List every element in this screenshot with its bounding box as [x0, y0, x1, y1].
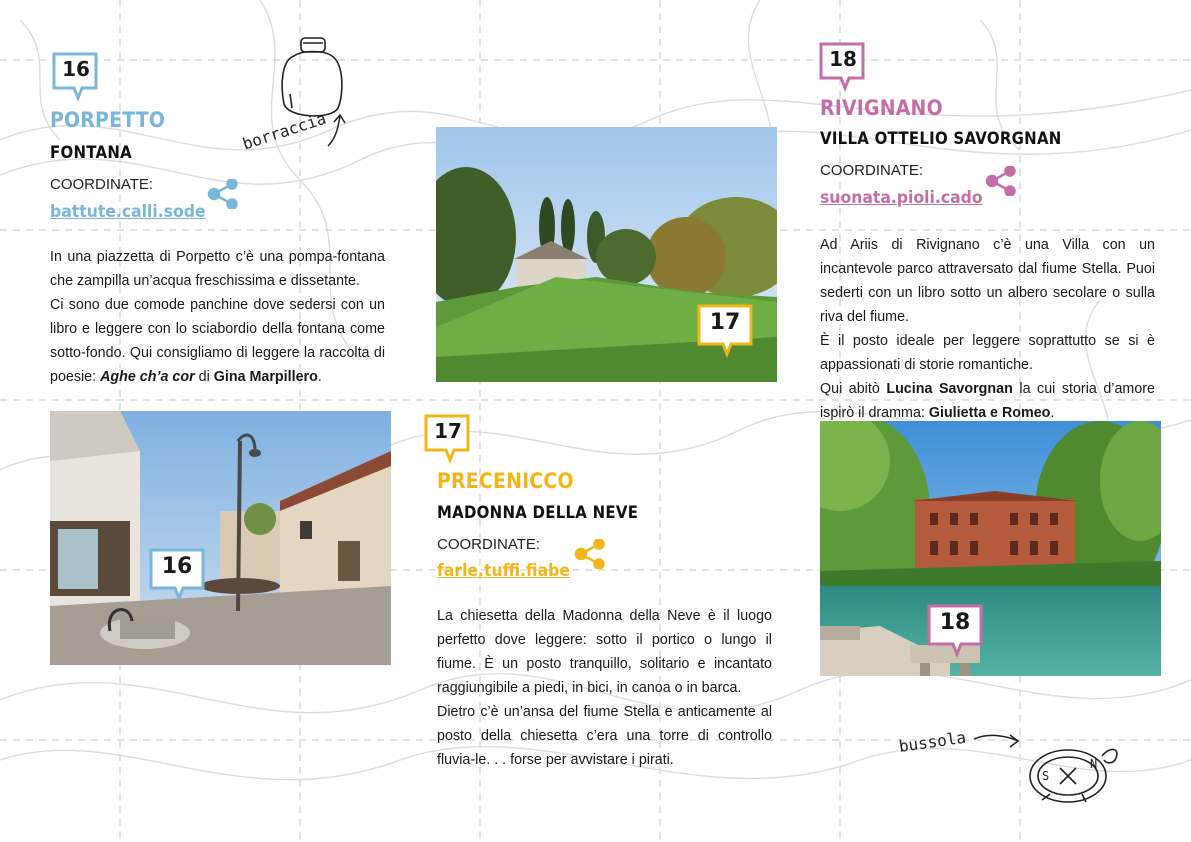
photo-18-badge: [927, 604, 983, 658]
section-16-period: .: [317, 369, 322, 385]
section-16-number-badge: [52, 52, 100, 102]
section-18-text-1: Ad Ariis di Rivignano c’è una Villa con un incantevole parco attraversato dal fiume Stella. Puoi sederti con un libro sotto un albero secolare o sulla riva del fiume.: [820, 237, 1155, 325]
bussola-label: bussola: [897, 727, 968, 756]
arrow-sketch-icon: [322, 112, 352, 150]
section-16-coord-label: COORDINATE:: [50, 176, 154, 193]
section-16-name: FONTANA: [50, 143, 133, 163]
photo-16-number: 16: [161, 554, 193, 579]
photo-17-badge: [697, 304, 753, 358]
photo-villa-ottelio-savorgnan: [820, 421, 1161, 676]
section-18-coord-label: COORDINATE:: [820, 162, 924, 179]
section-17-description: [437, 604, 772, 772]
section-17-coord-link[interactable]: farle.tuffi.fiabe: [437, 561, 570, 581]
share-icon[interactable]: [574, 539, 606, 569]
section-16-place: PORPETTO: [50, 108, 166, 132]
section-17-coord-label: COORDINATE:: [437, 536, 541, 553]
section-18-text-3a: Qui abitò: [820, 381, 880, 397]
section-16-text-1: In una piazzetta di Porpetto c’è una pompa-fontana che zampilla un’acqua freschissima e dissetante.: [50, 249, 385, 289]
svg-text:N: N: [1090, 757, 1098, 771]
section-16-book-title: Aghe ch’a cor: [100, 369, 195, 385]
section-18-name: VILLA OTTELIO SAVORGNAN: [820, 129, 1062, 149]
section-18-place: RIVIGNANO: [820, 96, 943, 120]
section-18-coord-link[interactable]: suonata.pioli.cado: [820, 188, 983, 208]
section-16-number: 16: [62, 57, 90, 81]
section-17-name: MADONNA DELLA NEVE: [437, 503, 639, 523]
share-icon[interactable]: [207, 179, 239, 209]
section-18-number: 18: [829, 47, 857, 71]
section-16-di: di: [198, 369, 210, 385]
photo-porpetto-fountain: [50, 411, 391, 665]
section-18-text-3: [820, 377, 1155, 425]
section-18-person: Lucina Savorgnan: [886, 381, 1013, 397]
section-17-number: 17: [434, 419, 462, 443]
photo-18-number: 18: [939, 610, 971, 635]
svg-text:S: S: [1042, 769, 1050, 783]
section-16-text-2: [50, 293, 385, 389]
section-16-author: Gina Marpillero: [213, 369, 318, 385]
section-18-text-3c: la cui storia d’amore ispirò il dramma:: [820, 381, 1156, 421]
compass-sketch-icon: [1020, 738, 1124, 808]
share-icon[interactable]: [985, 166, 1017, 196]
section-17-text-2: Dietro c’è un’ansa del fiume Stella e anticamente al posto della chiesetta c’era una torre di controllo fluvia-le. . . forse per avvistare i pirati.: [437, 704, 772, 768]
section-16-coord-link[interactable]: battute.calli.sode: [50, 202, 206, 222]
section-16-text-2a: Ci sono due comode panchine dove sedersi con un libro e leggere con lo sciabordio della fontana come sotto-fondo. Qui consigliamo di leggere la raccolta di poesie:: [50, 297, 385, 385]
section-17-place: PRECENICCO: [437, 469, 574, 493]
canteen-sketch-icon: [272, 34, 352, 124]
section-18-description: [820, 233, 1155, 425]
section-17-number-badge: [424, 414, 472, 464]
section-18-number-badge: [819, 42, 867, 92]
borraccia-label: borraccia: [240, 108, 329, 154]
section-18-period: .: [1050, 405, 1055, 421]
arrow-sketch-icon: [972, 727, 1022, 751]
section-18-drama-title: Giulietta e Romeo: [928, 405, 1051, 421]
section-18-text-2: È il posto ideale per leggere soprattutto se si è appassionati di storie romantiche.: [820, 333, 1155, 373]
section-17-text-1: La chiesetta della Madonna della Neve è il luogo perfetto dove leggere: sotto il portico o lungo il fiume. È un posto tranquillo, solitario e incantato raggiungibile a piedi, in bici, in canoa o in barca.: [437, 608, 772, 696]
photo-16-badge: [149, 548, 205, 602]
section-16-description: [50, 245, 385, 389]
photo-17-number: 17: [709, 310, 741, 335]
